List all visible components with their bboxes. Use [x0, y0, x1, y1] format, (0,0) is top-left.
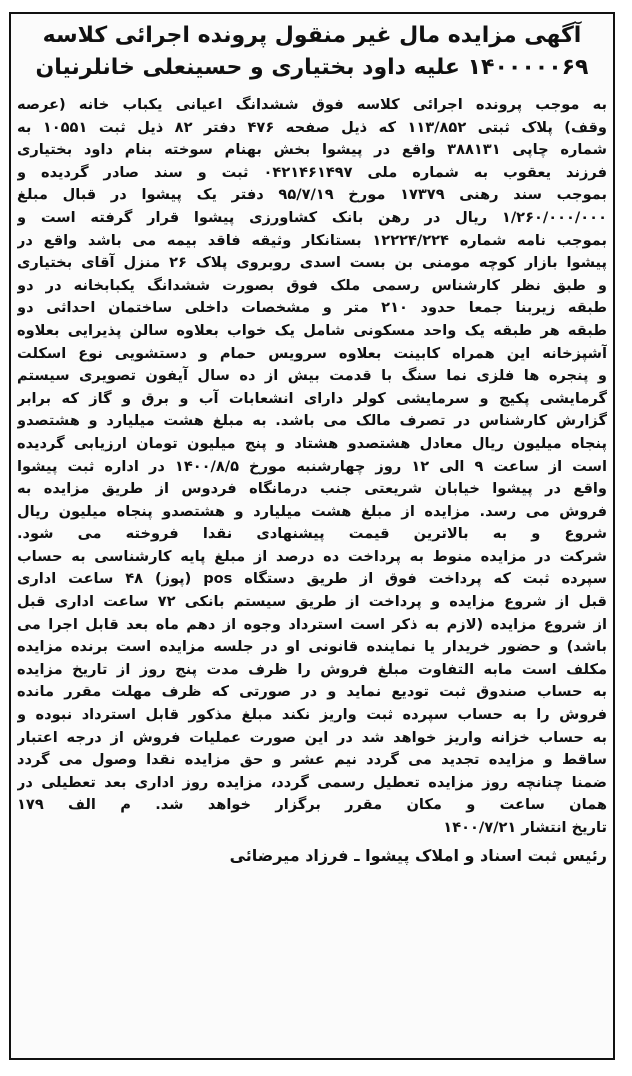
body-line: شرکت در مزایده منوط به پرداخت ده درصد از مبلغ پایه کارشناسی به حساب: [17, 547, 607, 565]
body-line: فروش را به حساب سپرده ثبت واریز نکند مبلغ مذکور قابل استرداد نبوده و: [17, 706, 607, 724]
body-line: واقع در پیشوا خیابان شریعتی جنب درمانگاه فردوس از طریق مزایده به: [17, 480, 607, 498]
signature: رئیس ثبت اسناد و املاک پیشوا ـ فرزاد میرضائی: [229, 845, 607, 865]
body-line: بموجب نامه شماره ۱۲۲۲۴/۲۲۴ بستانکار وثیقه فاقد بیمه می باشد واقع در: [17, 231, 607, 249]
body-line: ۱/۲۶۰/۰۰۰/۰۰۰ ریال در رهن بانک کشاورزی پیشوا قرار گرفته است و: [17, 208, 607, 226]
body-line: فرزند یعقوب به شماره ملی ۰۴۲۱۴۶۱۴۹۷ ثبت و سند صادر گردیده و: [17, 163, 607, 181]
body-line: مکلف است مابه التفاوت مبلغ فروش را ظرف مدت پنج روز از تاریخ مزایده: [17, 660, 607, 678]
body-line: پیشوا بازار کوچه مومنی بن بست اسدی روبروی پلاک ۲۶ منزل آقای بختیاری: [17, 254, 607, 272]
notice-title-line-1: آگهی مزایده مال غیر منقول پرونده اجرائی کلاسه: [42, 23, 582, 48]
body-line: فروش می رسد. مزایده از مبلغ هشت میلیارد و هشتصدو پنجاه میلیون ریال: [17, 502, 607, 520]
body-line: پنجاه میلیون ریال معادل هشتصدو هشتاد و پنج میلیون تومان ارزیابی گردیده: [17, 434, 607, 452]
notice-body: [17, 94, 607, 817]
body-line: باشد) و حضور خریدار یا نماینده قانونی او در جلسه مزایده است برنده مزایده: [17, 638, 607, 656]
body-line: شماره چاپی ۳۸۸۱۳۱ واقع در پیشوا بخش بهنام سوخته بنام داود بختیاری: [17, 141, 607, 159]
body-line: و طبق نظر کارشناس رسمی ملک فوق بصورت ششدانگ یکبابخانه در دو: [17, 276, 607, 294]
body-line: و پنجره ها فلزی نما سنگ با قدمت بیش از ده سال آیفون تصویری سیستم: [17, 367, 607, 385]
notice-content: [17, 20, 607, 1052]
body-line: است از ساعت ۹ الی ۱۲ روز چهارشنبه مورخ ۱۴۰۰/۸/۵ در اداره ثبت پیشوا: [17, 457, 607, 475]
body-line: سپرده ثبت که پرداخت فوق از طریق دستگاه pos (پوز) ۴۸ ساعت اداری: [17, 570, 607, 588]
body-line: قبل از شروع مزایده و پرداخت از طریق سیستم بانکی ۷۲ ساعت اداری قبل: [17, 593, 607, 611]
publish-date: تاریخ انتشار ۱۴۰۰/۷/۲۱: [443, 819, 607, 836]
notice-frame: [9, 12, 615, 1060]
body-line: به حساب صندوق ثبت تودیع نماید و در صورتی که ظرف مهلت مقرر مانده: [17, 683, 607, 701]
notice-title-line-2: ۱۴۰۰۰۰۰۶۹ علیه داود بختیاری و حسینعلی خانلرنیان: [35, 55, 589, 80]
body-line: طبقه هر طبقه یک واحد مسکونی شامل یک خواب بعلاوه سالن پذیرایی بعلاوه: [17, 321, 607, 339]
body-line: وقف) پلاک ثبتی ۱۱۳/۸۵۲ که ذیل صفحه ۴۷۶ دفتر ۸۲ ذیل ثبت ۱۰۵۵۱ به: [17, 118, 607, 136]
body-line: گرمایشی پکیج و سرمایشی کولر دارای انشعابات آب و برق و گاز که برابر: [17, 389, 607, 407]
body-line: به موجب پرونده اجرائی کلاسه فوق ششدانگ اعیانی یکباب خانه (عرصه: [17, 96, 607, 113]
body-line: ساقط و مزایده تجدید می گردد نیم عشر و حق مزایده نقدا وصول می گردد: [17, 751, 607, 769]
body-line: گزارش کارشناس در تصرف مالک می باشد. به مبلغ هشت میلیارد و هشتصدو: [17, 412, 607, 430]
body-line: طبقه زیربنا جمعا حدود ۲۱۰ متر و مشخصات داخلی ساختمان احداثی دو: [17, 299, 607, 317]
body-line: ضمنا چنانچه روز مزایده تعطیل رسمی گردد، مزایده روز اداری بعد تعطیلی در: [17, 773, 607, 791]
body-line: از شروع مزایده (لازم به ذکر است استرداد وجوه از دهم ماه بعد قابل اجرا می: [17, 615, 607, 633]
body-line: آشپزخانه این همراه کابینت بعلاوه سرویس حمام و دستشویی نوع اسکلت: [17, 344, 607, 362]
body-line: همان ساعت و مکان مقرر برگزار خواهد شد. م الف ۱۷۹: [17, 796, 607, 814]
body-line: به حساب خزانه واریز خواهد شد در این صورت عملیات فروش از درجه اعتبار: [17, 728, 607, 746]
body-line: بموجب سند رهنی ۱۷۳۷۹ مورخ ۹۵/۷/۱۹ دفتر یک پیشوا در قبال مبلغ: [17, 186, 607, 204]
body-line: شروع و به بالاترین قیمت پیشنهادی نقدا فروخته می شود.: [17, 525, 607, 543]
